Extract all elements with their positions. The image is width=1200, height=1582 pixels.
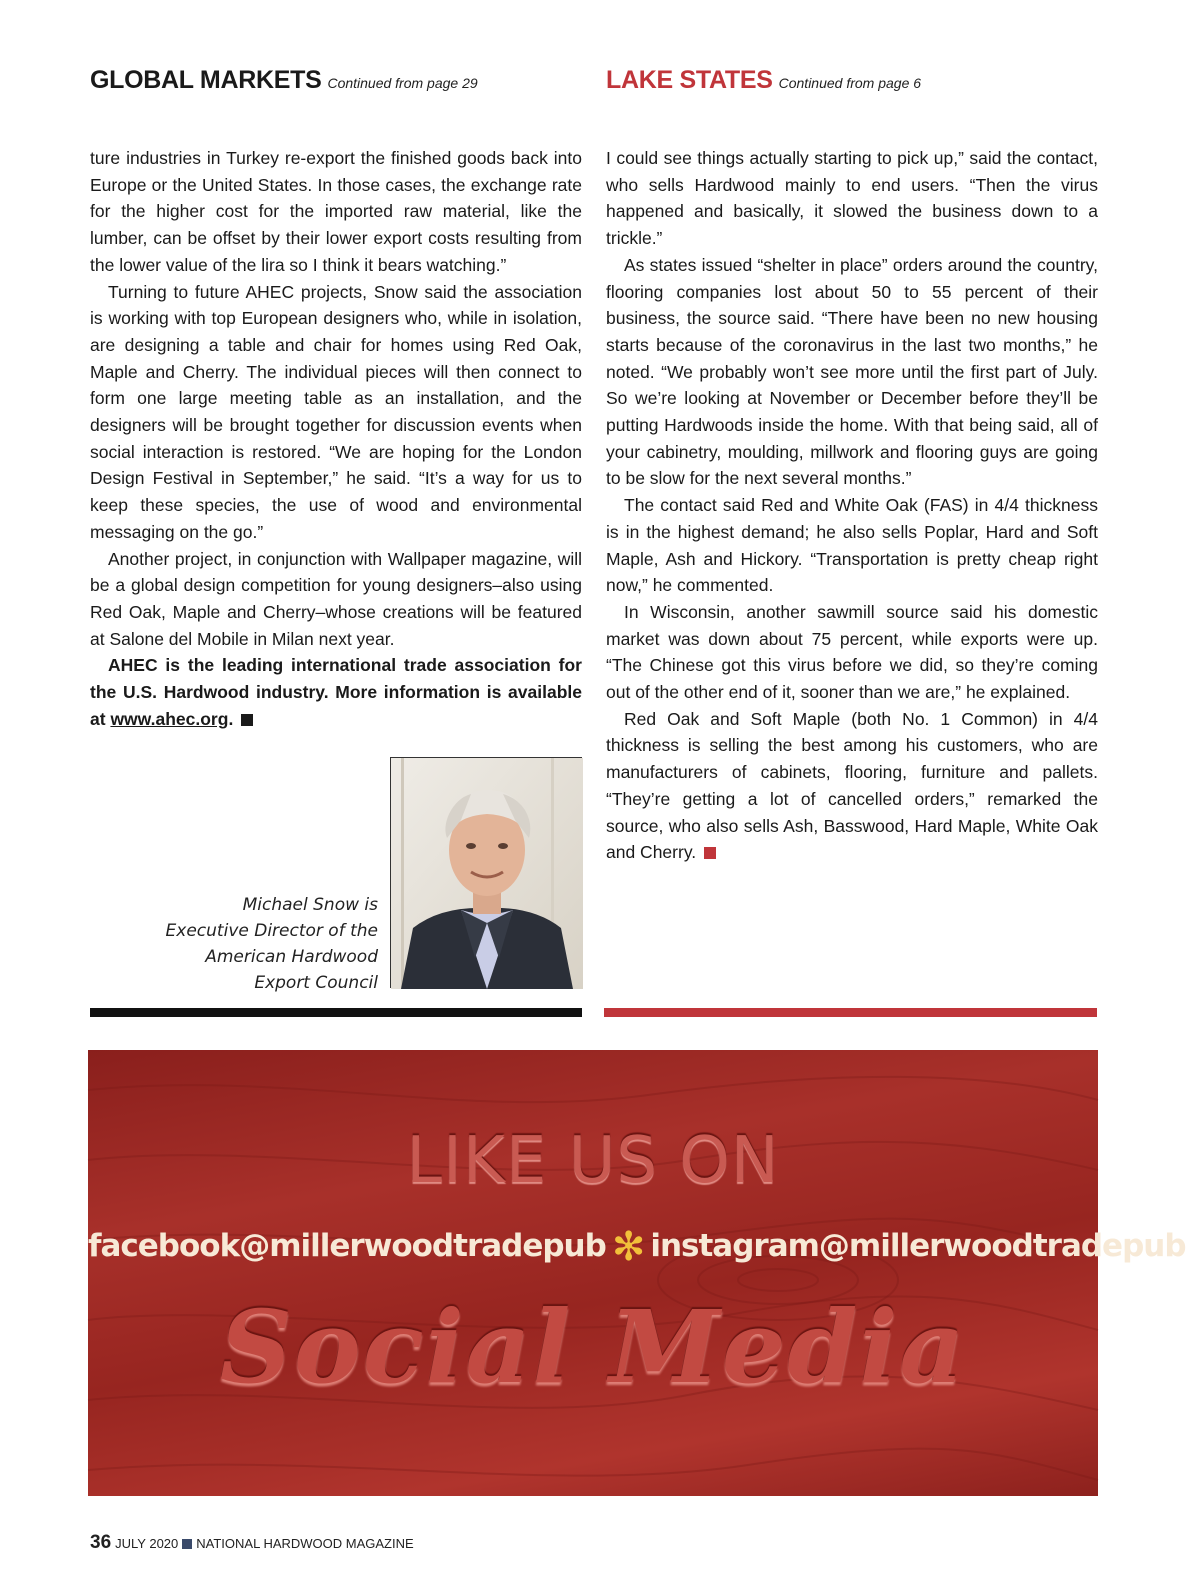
column-end-rule-black [90, 1008, 582, 1017]
article-paragraph: I could see things actually starting to pick up,” said the contact, who sells Hardwood mainly to end users. “Then the virus happened and basically, it slowed the business down to a trickle.” [606, 148, 1098, 249]
right-article-column [606, 145, 1098, 866]
end-of-article-mark [241, 714, 253, 726]
footer-issue: JULY 2020 [115, 1536, 179, 1551]
left-section-header [90, 66, 478, 95]
end-of-article-mark [704, 847, 716, 859]
footer-square-icon [182, 1539, 192, 1549]
social-media-ad[interactable] [88, 1050, 1186, 1496]
ahec-info-text: AHEC is the leading international trade association for the U.S. Hardwood industry. More information is available at [90, 655, 582, 729]
left-article-column [90, 145, 582, 732]
instagram-handle[interactable]: instagram@millerwoodtradepub [650, 1228, 1186, 1264]
ahec-info-end: . [228, 708, 234, 729]
portrait-illustration [391, 758, 583, 989]
article-paragraph: Another project, in conjunction with Wallpaper magazine, will be a global design competition for young designers–also using Red Oak, Maple and Cherry–whose creations will be featured at Salone del Mobile in Milan next year. [90, 548, 582, 649]
article-paragraph-last [606, 706, 1098, 866]
column-end-rule-red [604, 1008, 1097, 1017]
section-title-lake-states: LAKE STATES [606, 66, 773, 94]
article-paragraph-text: Red Oak and Soft Maple (both No. 1 Common) in 4/4 thickness is selling the best among his customers, who are manufacturers of cabinets, flooring, furniture and pallets. “They’re getting a lot of cancelled orders,” remarked the source, who also sells Ash, Basswood, Hard Maple, White Oak and Cherry. [606, 708, 1098, 863]
michael-snow-photo [390, 757, 582, 988]
ad-headline: LIKE US ON [406, 1124, 780, 1198]
asterisk-separator-icon: ✻ [611, 1224, 645, 1270]
page-number: 36 [90, 1532, 112, 1553]
ahec-info-paragraph [90, 652, 582, 732]
right-section-header [606, 66, 921, 95]
continued-note: Continued from page 6 [778, 75, 922, 91]
photo-caption [150, 892, 378, 996]
article-paragraph: Turning to future AHEC projects, Snow said the association is working with top European designers who, while in isolation, are designing a table and chair for homes using Red Oak, Maple and Cherry. The individual pieces will then connect to form one large meeting table as an installation, and the designers will be brought together for discussion events when social interaction is restored. “We are hoping for the London Design Festival in September,” he said. “It’s a way for us to keep these species, the use of wood and environmental messaging on the go.” [90, 281, 582, 542]
caption-line: American Hardwood [205, 947, 378, 967]
wood-grain-texture [88, 1050, 1098, 1496]
ahec-website-link[interactable]: www.ahec.org [110, 708, 229, 729]
page-footer [90, 1532, 414, 1554]
ad-social-handles [88, 1224, 1186, 1270]
facebook-handle[interactable]: facebook@millerwoodtradepub [88, 1228, 606, 1264]
caption-line: Executive Director of the [165, 921, 378, 941]
caption-line: Export Council [254, 973, 378, 993]
article-paragraph: The contact said Red and White Oak (FAS) in 4/4 thickness is in the highest demand; he also sells Poplar, Hard and Soft Maple, Ash and Hickory. “Transportation is pretty cheap right now,” he commented. [606, 495, 1098, 596]
footer-publication: NATIONAL HARDWOOD MAGAZINE [196, 1536, 414, 1551]
article-paragraph: As states issued “shelter in place” orders around the country, flooring companies lost about 50 to 55 percent of their business, the source said. “There have been no new housing starts because of the coronavirus in the last two months,” he noted. “We probably won’t see more until the first part of July. So we’re looking at November or December before they’ll be putting Hardwoods inside the home. With that being said, all of your cabinetry, moulding, millwork and flooring guys are going to be slow for the next several months.” [606, 254, 1098, 489]
caption-line: Michael Snow is [242, 895, 378, 915]
section-title-global-markets: GLOBAL MARKETS [90, 66, 322, 94]
article-paragraph: In Wisconsin, another sawmill source said his domestic market was down about 75 percent, while exports were up. “The Chinese got this virus before we did, so they’re coming out of the other end of it, sooner than we are,” he explained. [606, 601, 1098, 703]
ad-script-title: Social Media [219, 1288, 967, 1406]
continued-note: Continued from page 29 [327, 75, 478, 91]
article-paragraph: ture industries in Turkey re-export the finished goods back into Europe or the United States. In those cases, the exchange rate for the higher cost for the imported raw material, like the lumber, can be offset by their lower export costs resulting from the lower value of the lira so I think it bears watching.” [90, 148, 582, 275]
